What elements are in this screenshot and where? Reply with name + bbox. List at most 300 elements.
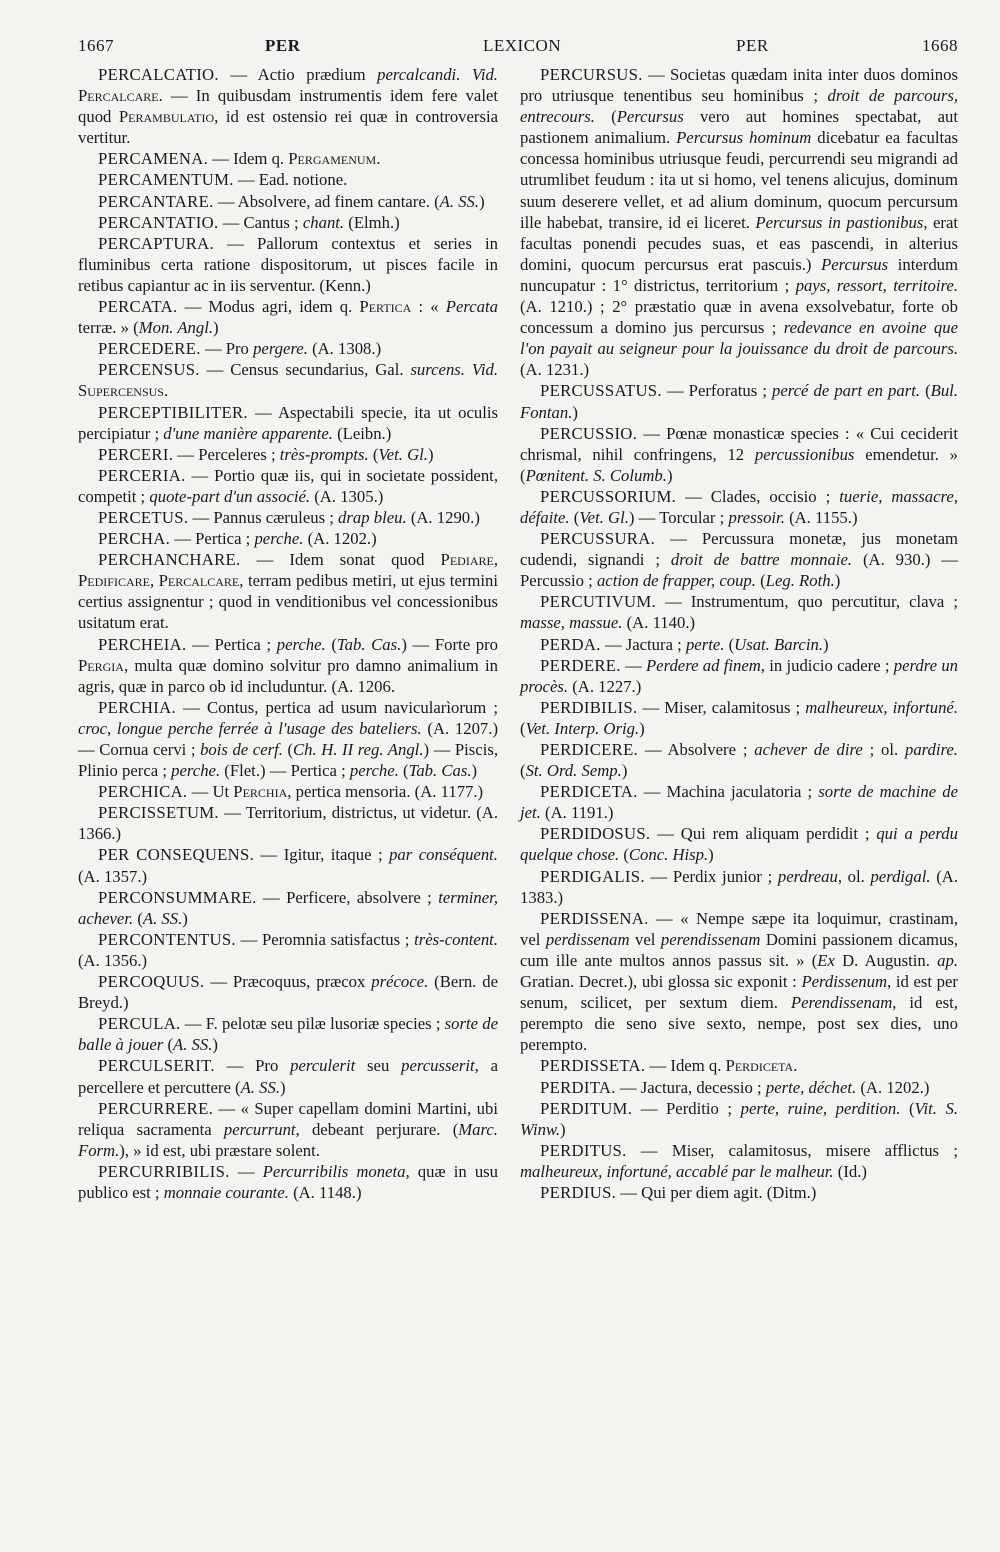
italic-gloss: perendissenam — [660, 929, 761, 949]
entry-headword: PERDIGALIS. — [540, 866, 645, 886]
italic-gloss: Percata — [445, 297, 498, 317]
dictionary-entry — [78, 296, 498, 338]
entry-text: — Machina jaculatoria ; — [637, 782, 819, 802]
entry-text: — Idem q. — [645, 1056, 726, 1076]
lexicon-title: LEXICON — [483, 36, 562, 55]
entry-headword: PERDITA. — [540, 1077, 616, 1097]
dictionary-entry — [520, 908, 958, 1056]
entry-text: — Cantus ; — [218, 212, 303, 232]
dictionary-entry — [78, 233, 498, 296]
entry-text: — Aspectabili specie, ita ut oculis percipiatur ; — [78, 402, 498, 443]
entry-headword: PER CONSEQUENS. — [98, 845, 255, 865]
entry-text: vel — [629, 929, 661, 949]
entry-headword: PERCHANCHARE. — [98, 550, 241, 570]
left-column — [78, 64, 498, 1203]
entry-text: — F. pelotæ seu pilæ lusoriæ species ; — [180, 1014, 445, 1034]
entry-headword: PERCUSSORIUM. — [540, 486, 677, 506]
entry-text: , — [493, 550, 498, 570]
running-header — [78, 36, 958, 58]
entry-text: , debeant perjurare. ( — [295, 1119, 459, 1139]
entry-text: ( — [163, 1035, 174, 1055]
entry-headword: PERCHA. — [98, 529, 171, 549]
entry-headword: PERDISSETA. — [540, 1056, 646, 1076]
entry-text: ) — [823, 634, 829, 654]
cross-reference: Perchia — [233, 782, 288, 802]
entry-headword: PERCALCATIO. — [98, 65, 219, 84]
entry-text: ( — [325, 634, 337, 654]
entry-text: Gratian. Decret.), ubi glossa sic exponit : — [520, 972, 802, 992]
entry-text: ) — [182, 908, 188, 928]
entry-text: emendetur. » ( — [520, 444, 958, 485]
dictionary-entry — [520, 1140, 958, 1182]
italic-gloss: très-prompts. — [279, 444, 369, 464]
entry-text: ) — [427, 444, 434, 464]
dictionary-entry — [78, 549, 498, 633]
italic-gloss: Leg. Roth. — [765, 571, 835, 591]
left-running-word: PER — [265, 36, 301, 55]
italic-gloss: sorte de balle à jouer — [78, 1014, 498, 1055]
entry-text: — Contus, pertica ad usum navicularìorum ; — [175, 697, 498, 717]
entry-text: — « Super capellam domini Martini, ubi reliqua sacramenta — [78, 1098, 498, 1139]
dictionary-entry — [78, 1055, 498, 1097]
italic-gloss: surcens. Vid. — [410, 360, 498, 380]
entry-text: — Miser, calamitosus ; — [637, 697, 806, 717]
entry-text: (A. 1290.) — [406, 507, 480, 527]
cross-reference: Pertica — [359, 297, 412, 317]
entry-text: (Bern. de Breyd.) — [78, 972, 499, 1013]
entry-text: — Miser, calamitosus, misere afflictus ; — [626, 1140, 958, 1160]
dictionary-entry — [78, 887, 498, 929]
entry-text: — — [620, 655, 646, 675]
entry-text: , ol. — [837, 866, 871, 886]
italic-gloss: Percursus in pastionibus — [755, 212, 924, 232]
entry-headword: PERDICERE. — [540, 740, 639, 759]
italic-gloss: perche. — [171, 761, 221, 781]
entry-headword: PERCISSETUM. — [98, 803, 219, 823]
entry-headword: PERDISSENA. — [540, 908, 649, 928]
entry-text: — Pallorum contextus et series in fluminibus certa ratione dispositorum, ut pisces facile in retibus capiantur ac in iis serventur. (Kenn.) — [78, 233, 498, 295]
entry-text: ) — [639, 718, 645, 738]
entry-text: — Perficere, absolvere ; — [256, 887, 439, 907]
dictionary-entry — [78, 697, 498, 781]
entry-text: (A. 1202.) — [856, 1077, 930, 1097]
entry-text: — Pertica ; — [170, 529, 255, 549]
italic-gloss: Percursus — [821, 254, 889, 274]
entry-text: — Igitur, itaque ; — [254, 845, 390, 865]
entry-text: — Ead. notione. — [233, 170, 348, 190]
italic-gloss: Percurribilis moneta — [262, 1161, 406, 1181]
dictionary-entry — [78, 64, 498, 148]
dictionary-entry — [78, 802, 498, 844]
cross-reference: Pergia — [78, 655, 124, 675]
entry-text: ) — [479, 191, 485, 211]
entry-text: , multa quæ domino solvitur pro damno animalium in agris, quæ in parco ob id includuntur. (A. 1206. — [78, 655, 498, 696]
entry-text: (Leibn.) — [332, 423, 392, 443]
entry-text: , — [149, 571, 159, 591]
entry-text: ( — [398, 761, 409, 781]
dictionary-entry — [78, 359, 498, 401]
entry-text: — Perforatus ; — [661, 381, 773, 401]
entry-text: (Elmh.) — [344, 212, 400, 232]
italic-gloss: ap. — [937, 950, 958, 970]
entry-text: Domini passionem dicamus, cum ille ante multos annos passus sit. » ( — [520, 929, 958, 970]
entry-headword: PERCANTATIO. — [98, 212, 219, 232]
entry-text: ( — [724, 634, 735, 654]
italic-gloss: perdissenam — [545, 929, 630, 949]
italic-gloss: achever de dire — [754, 740, 863, 759]
italic-gloss: A. SS. — [173, 1035, 213, 1055]
entry-headword: PERCUSSIO. — [540, 423, 638, 443]
entry-text: (A. 1356.) — [78, 950, 148, 970]
dictionary-entry — [520, 591, 958, 633]
italic-gloss: Pœnitent. S. Columb. — [525, 465, 667, 485]
entry-text: terræ. » ( — [78, 318, 139, 338]
entry-text: ) — [834, 571, 841, 591]
italic-gloss: Percursus — [616, 107, 684, 127]
entry-text: ) — Piscis, Plinio perca ; — [78, 740, 499, 781]
entry-text: (Id.) — [833, 1161, 867, 1181]
italic-gloss: perche. — [276, 634, 326, 654]
entry-text: — Idem sonat quod — [240, 550, 441, 570]
italic-gloss: monnaie courante. — [163, 1182, 289, 1202]
entry-text: vero aut homines spectabat, aut pastionem animalium. — [520, 107, 958, 148]
entry-text: (A. 1383.) — [520, 866, 958, 907]
entry-headword: PERCURRERE. — [98, 1098, 214, 1118]
entry-text: (A. 1207.) — Cornua cervi ; — [78, 718, 498, 759]
entry-text: , id est, perempto die seno sive sexto, nempe, post sex dies, uno perempto. — [520, 993, 958, 1055]
entry-headword: PERCHIA. — [98, 697, 176, 717]
italic-gloss: précoce. — [371, 972, 429, 992]
entry-text: — Pertica ; — [186, 634, 277, 654]
entry-text: (A. 1202.) — [303, 529, 377, 549]
entry-headword: PERCUTIVUM. — [540, 592, 656, 612]
italic-gloss: terminer, achever. — [78, 887, 498, 928]
italic-gloss: A. SS. — [240, 1077, 280, 1097]
entry-text: — Portio quæ iis, qui in societate possident, competit ; — [78, 465, 498, 506]
italic-gloss: perculerit — [290, 1056, 356, 1076]
italic-gloss: Ch. H. II reg. Angl. — [293, 740, 424, 759]
italic-gloss: perte. — [685, 634, 725, 654]
entry-text: (A. 1357.) — [78, 866, 148, 886]
dictionary-entry — [520, 528, 958, 591]
italic-gloss: A. SS. — [142, 908, 183, 928]
italic-gloss: percussionibus — [754, 444, 855, 464]
entry-text: : « — [411, 297, 446, 317]
cross-reference: Supercensus — [78, 381, 164, 401]
entry-text: (A. 1308.) — [307, 339, 382, 359]
italic-gloss: pardire. — [904, 740, 958, 759]
italic-gloss: chant. — [302, 212, 345, 232]
dictionary-entry — [520, 655, 958, 697]
entry-headword: PERCURRIBILIS. — [98, 1161, 230, 1181]
entry-text: . — In quibusdam instrumentis idem fere valet quod — [78, 86, 498, 127]
entry-text: — Qui per diem agit. (Ditm.) — [616, 1182, 817, 1202]
entry-text: ) — [621, 761, 628, 781]
entry-headword: PERDICETA. — [540, 782, 638, 802]
entry-text: (A. 1140.) — [622, 613, 696, 633]
entry-text: , in judicio cadere ; — [760, 655, 894, 675]
entry-headword: PERDIUS. — [540, 1182, 617, 1202]
italic-gloss: Perdissenum — [801, 972, 888, 992]
entry-text: — Modus agri, idem q. — [177, 297, 360, 317]
entry-text: — Ut — [187, 782, 234, 802]
entry-text: dicebatur ea facultas concessa hominibus utriusque feudi, percurrendi seu migrandi ad utrumlibet feudum : ita ut si homo, vel tenens alicujus, dominum suum deserere vellet, et ad alium dominum, quocum percursum ille habebat, transire, id ei liceret. — [520, 128, 958, 232]
entry-text: — Clades, occisio ; — [676, 486, 840, 506]
entry-text: ( — [368, 444, 379, 464]
italic-gloss: A. SS. — [439, 191, 480, 211]
italic-gloss: Percursus hominum — [676, 128, 812, 148]
entry-headword: PERCUSSURA. — [540, 529, 656, 549]
entry-text: ) — [666, 465, 673, 485]
dictionary-entry — [78, 465, 498, 507]
dictionary-entry — [520, 739, 958, 781]
italic-gloss: masse, massue. — [520, 613, 623, 633]
entry-text: — Qui rem aliquam perdidit ; — [650, 824, 877, 844]
entry-headword: PERCHEIA. — [98, 634, 187, 654]
entry-text: (A. 1231.) — [520, 360, 590, 380]
entry-text: — Pannus cæruleus ; — [188, 507, 339, 527]
entry-text: ( — [133, 908, 143, 928]
entry-headword: PERCURSUS. — [540, 65, 643, 84]
italic-gloss: Usat. Barcin. — [734, 634, 823, 654]
left-page-number: 1667 — [78, 36, 114, 55]
entry-text: ) — [471, 761, 478, 781]
entry-text: , quæ in usu publico est ; — [78, 1161, 498, 1202]
entry-text: ( — [594, 107, 617, 127]
italic-gloss: St. Ord. Semp. — [525, 761, 622, 781]
entry-headword: PERCONTENTUS. — [98, 929, 236, 949]
entry-headword: PERCERIA. — [98, 465, 186, 485]
italic-gloss: Vet. Interp. Orig. — [525, 718, 640, 738]
cross-reference: Pediare — [440, 550, 494, 570]
dictionary-entry — [520, 866, 958, 908]
entry-text: (A. 930.) — Percussio ; — [520, 550, 958, 591]
cross-reference: Pergamenum — [288, 149, 377, 169]
entry-text: ) — [213, 318, 219, 338]
entry-text: — Præcoquus, præcox — [204, 972, 372, 992]
italic-gloss: perche. — [349, 761, 399, 781]
italic-gloss: perte, ruine, perdition. — [740, 1098, 901, 1118]
entry-text: ) — [560, 1119, 566, 1139]
entry-text: , pertica mensoria. (A. 1177.) — [287, 782, 484, 802]
entry-text: , id est ostensio rei quæ in controversia vertitur. — [78, 107, 499, 148]
cross-reference: Percalcare — [158, 571, 240, 591]
italic-gloss: perdreau — [777, 866, 838, 886]
dictionary-entry — [520, 697, 958, 739]
entry-headword: PERCONSUMMARE. — [98, 887, 257, 907]
dictionary-entry — [520, 1182, 958, 1203]
italic-gloss: Perendissenam — [790, 993, 893, 1013]
italic-gloss: Ex — [817, 950, 835, 970]
entry-text: (A. 1148.) — [288, 1182, 362, 1202]
italic-gloss: Vet. Gl. — [378, 444, 428, 464]
entry-text: — — [229, 1161, 263, 1181]
dictionary-entry — [78, 169, 498, 190]
dictionary-entry — [78, 444, 498, 465]
cross-reference: Pedificare — [78, 571, 150, 591]
dictionary-entry — [78, 402, 498, 444]
entry-text: ( — [619, 845, 629, 865]
entry-headword: PERCHICA. — [98, 782, 188, 802]
entry-headword: PERCATA. — [98, 297, 178, 317]
dictionary-entry — [520, 423, 958, 486]
entry-headword: PERCENSUS. — [98, 360, 200, 380]
italic-gloss: tuerie, massacre, défaite. — [520, 486, 958, 527]
italic-gloss: action de frapper, coup. — [596, 571, 756, 591]
entry-headword: PERCAMENTUM. — [98, 170, 234, 190]
entry-headword: PERDITUS. — [540, 1140, 627, 1160]
dictionary-entry — [520, 486, 958, 528]
italic-gloss: d'une manière apparente. — [163, 423, 333, 443]
dictionary-entry — [78, 1161, 498, 1203]
entry-headword: PERDIBILIS. — [540, 697, 638, 717]
dictionary-entry — [78, 929, 498, 971]
italic-gloss: pressoir. — [728, 507, 785, 527]
entry-headword: PERDIDOSUS. — [540, 824, 651, 844]
dictionary-entry — [78, 1098, 498, 1161]
entry-text: ( — [900, 1098, 915, 1118]
entry-text: — Idem q. — [208, 149, 289, 169]
italic-gloss: croc, longue perche ferrée à l'usage des bateliers. — [78, 718, 422, 738]
dictionary-entry — [78, 212, 498, 233]
right-running-word: PER — [736, 36, 769, 55]
entry-text: ) — [280, 1077, 286, 1097]
entry-text: — Peromnia satisfactus ; — [235, 929, 415, 949]
dictionary-entry — [78, 507, 498, 528]
italic-gloss: perdigal. — [870, 866, 931, 886]
entry-text: . — [793, 1056, 798, 1076]
entry-text: ) — [708, 845, 714, 865]
entry-text: — Pro — [200, 339, 254, 359]
dictionary-entry — [78, 148, 498, 169]
entry-headword: PERCOQUUS. — [98, 972, 205, 992]
entry-text: (A. 1305.) — [310, 486, 384, 506]
italic-gloss: perte, déchet. — [765, 1077, 857, 1097]
dictionary-entry — [520, 823, 958, 865]
italic-gloss: Marc. Form. — [78, 1119, 498, 1160]
italic-gloss: droit de parcours, entrecours. — [520, 86, 958, 127]
italic-gloss: Conc. Hisp. — [628, 845, 709, 865]
right-column — [520, 64, 958, 1203]
entry-headword: PERCETUS. — [98, 507, 189, 527]
entry-text: ( — [520, 761, 526, 781]
dictionary-entry — [78, 634, 498, 697]
italic-gloss: pays, ressort, territoire. — [795, 275, 958, 295]
cross-reference: Percalcare — [78, 86, 159, 106]
dictionary-entry — [520, 1077, 958, 1098]
entry-text: , a percellere et percuttere ( — [78, 1056, 498, 1097]
entry-text: — Actio prædium — [218, 65, 378, 84]
italic-gloss: Tab. Cas. — [336, 634, 402, 654]
italic-gloss: Bul. Fontan. — [520, 381, 958, 422]
entry-headword: PERCAPTURA. — [98, 233, 214, 253]
entry-text: — Jactura ; — [600, 634, 686, 654]
italic-gloss: malheureux, infortuné, accablé par le malheur. — [520, 1161, 834, 1181]
dictionary-entry — [520, 64, 958, 380]
entry-text: — Census secundarius, Gal. — [199, 360, 411, 380]
entry-text: ) — Torcular ; — [628, 507, 729, 527]
entry-text: — Pro — [214, 1056, 291, 1076]
entry-text: , id est per senum, scilicet, per sextum diem. — [520, 972, 958, 1013]
entry-headword: PERCEPTIBILITER. — [98, 402, 248, 422]
entry-text: — Perceleres ; — [173, 444, 280, 464]
entry-text: ) — Forte pro — [401, 634, 499, 654]
entry-headword: PERCANTARE. — [98, 191, 214, 211]
italic-gloss: percé de part en part. — [772, 381, 921, 401]
entry-text: ( — [569, 507, 580, 527]
italic-gloss: Tab. Cas. — [408, 761, 472, 781]
entry-text: (A. 1191.) — [540, 803, 614, 823]
italic-gloss: perdre un procès. — [520, 655, 959, 696]
entry-headword: PERCULSERIT. — [98, 1056, 215, 1076]
dictionary-entry — [520, 781, 958, 823]
italic-gloss: percurrunt — [223, 1119, 296, 1139]
entry-text: ) — [212, 1035, 218, 1055]
dictionary-entry — [520, 1055, 958, 1076]
entry-headword: PERCERI. — [98, 444, 174, 464]
entry-text: . — [376, 149, 381, 169]
entry-text: ), » id est, ubi præstare solent. — [119, 1140, 320, 1160]
entry-text: — « Nempe sæpe ita loquimur, crastinam, vel — [520, 908, 958, 949]
entry-text: ( — [282, 740, 294, 759]
entry-text: , terram pedibus metiri, ut ejus termini certius assignentur ; quod in venditionibus vel concessionibus usitatum erat. — [78, 571, 499, 633]
entry-headword: PERCEDERE. — [98, 339, 201, 359]
entry-text: D. Augustin. — [834, 950, 938, 970]
right-page-number: 1668 — [922, 36, 958, 55]
italic-gloss: quote-part d'un associé. — [149, 486, 311, 506]
italic-gloss: redevance en avoine que l'on payait au seigneur pour la jouissance du droit de parcours. — [520, 318, 958, 359]
italic-gloss: Vet. Gl. — [579, 507, 629, 527]
cross-reference: Perambulatio — [118, 107, 215, 127]
entry-text: ) — [572, 402, 578, 422]
entry-text: — Instrumentum, quo percutitur, clava ; — [655, 592, 958, 612]
entry-text: — Jactura, decessio ; — [615, 1077, 766, 1097]
entry-text: — Pœnæ monasticæ species : « Cui ceciderit chrismal, nihil confringens, 12 — [520, 423, 958, 464]
italic-gloss: Perdere ad finem — [645, 655, 761, 675]
entry-headword: PERDA. — [540, 634, 601, 654]
dictionary-entry — [78, 191, 498, 212]
entry-text: . — [163, 381, 169, 401]
italic-gloss: Mon. Angl. — [138, 318, 214, 338]
dictionary-entry — [520, 1098, 958, 1140]
entry-text: (Flet.) — Pertica ; — [220, 761, 350, 781]
dictionary-entry — [78, 781, 498, 802]
entry-text: interdum nuncupatur : 1° districtus, territorium ; — [520, 254, 958, 295]
entry-text: — Territorium, districtus, ut videtur. (A. 1366.) — [78, 803, 498, 844]
cross-reference: Perdiceta — [725, 1056, 794, 1076]
italic-gloss: Vit. S. Winw. — [520, 1098, 959, 1139]
italic-gloss: percalcandi. Vid. — [377, 65, 498, 84]
entry-text: (A. 1155.) — [784, 507, 858, 527]
italic-gloss: drap bleu. — [338, 507, 407, 527]
dictionary-entry — [78, 844, 498, 886]
italic-gloss: qui a perdu quelque chose. — [520, 824, 958, 865]
italic-gloss: très-content. — [414, 929, 498, 949]
italic-gloss: malheureux, infortuné. — [805, 697, 958, 717]
italic-gloss: bois de cerf. — [200, 740, 283, 759]
entry-text: — Absolvere, ad finem cantare. ( — [213, 191, 440, 211]
dictionary-entry — [78, 1013, 498, 1055]
italic-gloss: percusserit — [401, 1056, 475, 1076]
italic-gloss: perche. — [254, 529, 304, 549]
italic-gloss: sorte de machine de jet. — [520, 782, 958, 823]
entry-text: ( — [755, 571, 766, 591]
entry-text: ( — [920, 381, 931, 401]
entry-headword: PERCAMENA. — [98, 149, 209, 169]
entry-text: ; ol. — [862, 740, 905, 759]
entry-headword: PERDITUM. — [540, 1098, 633, 1118]
dictionary-entry — [78, 528, 498, 549]
